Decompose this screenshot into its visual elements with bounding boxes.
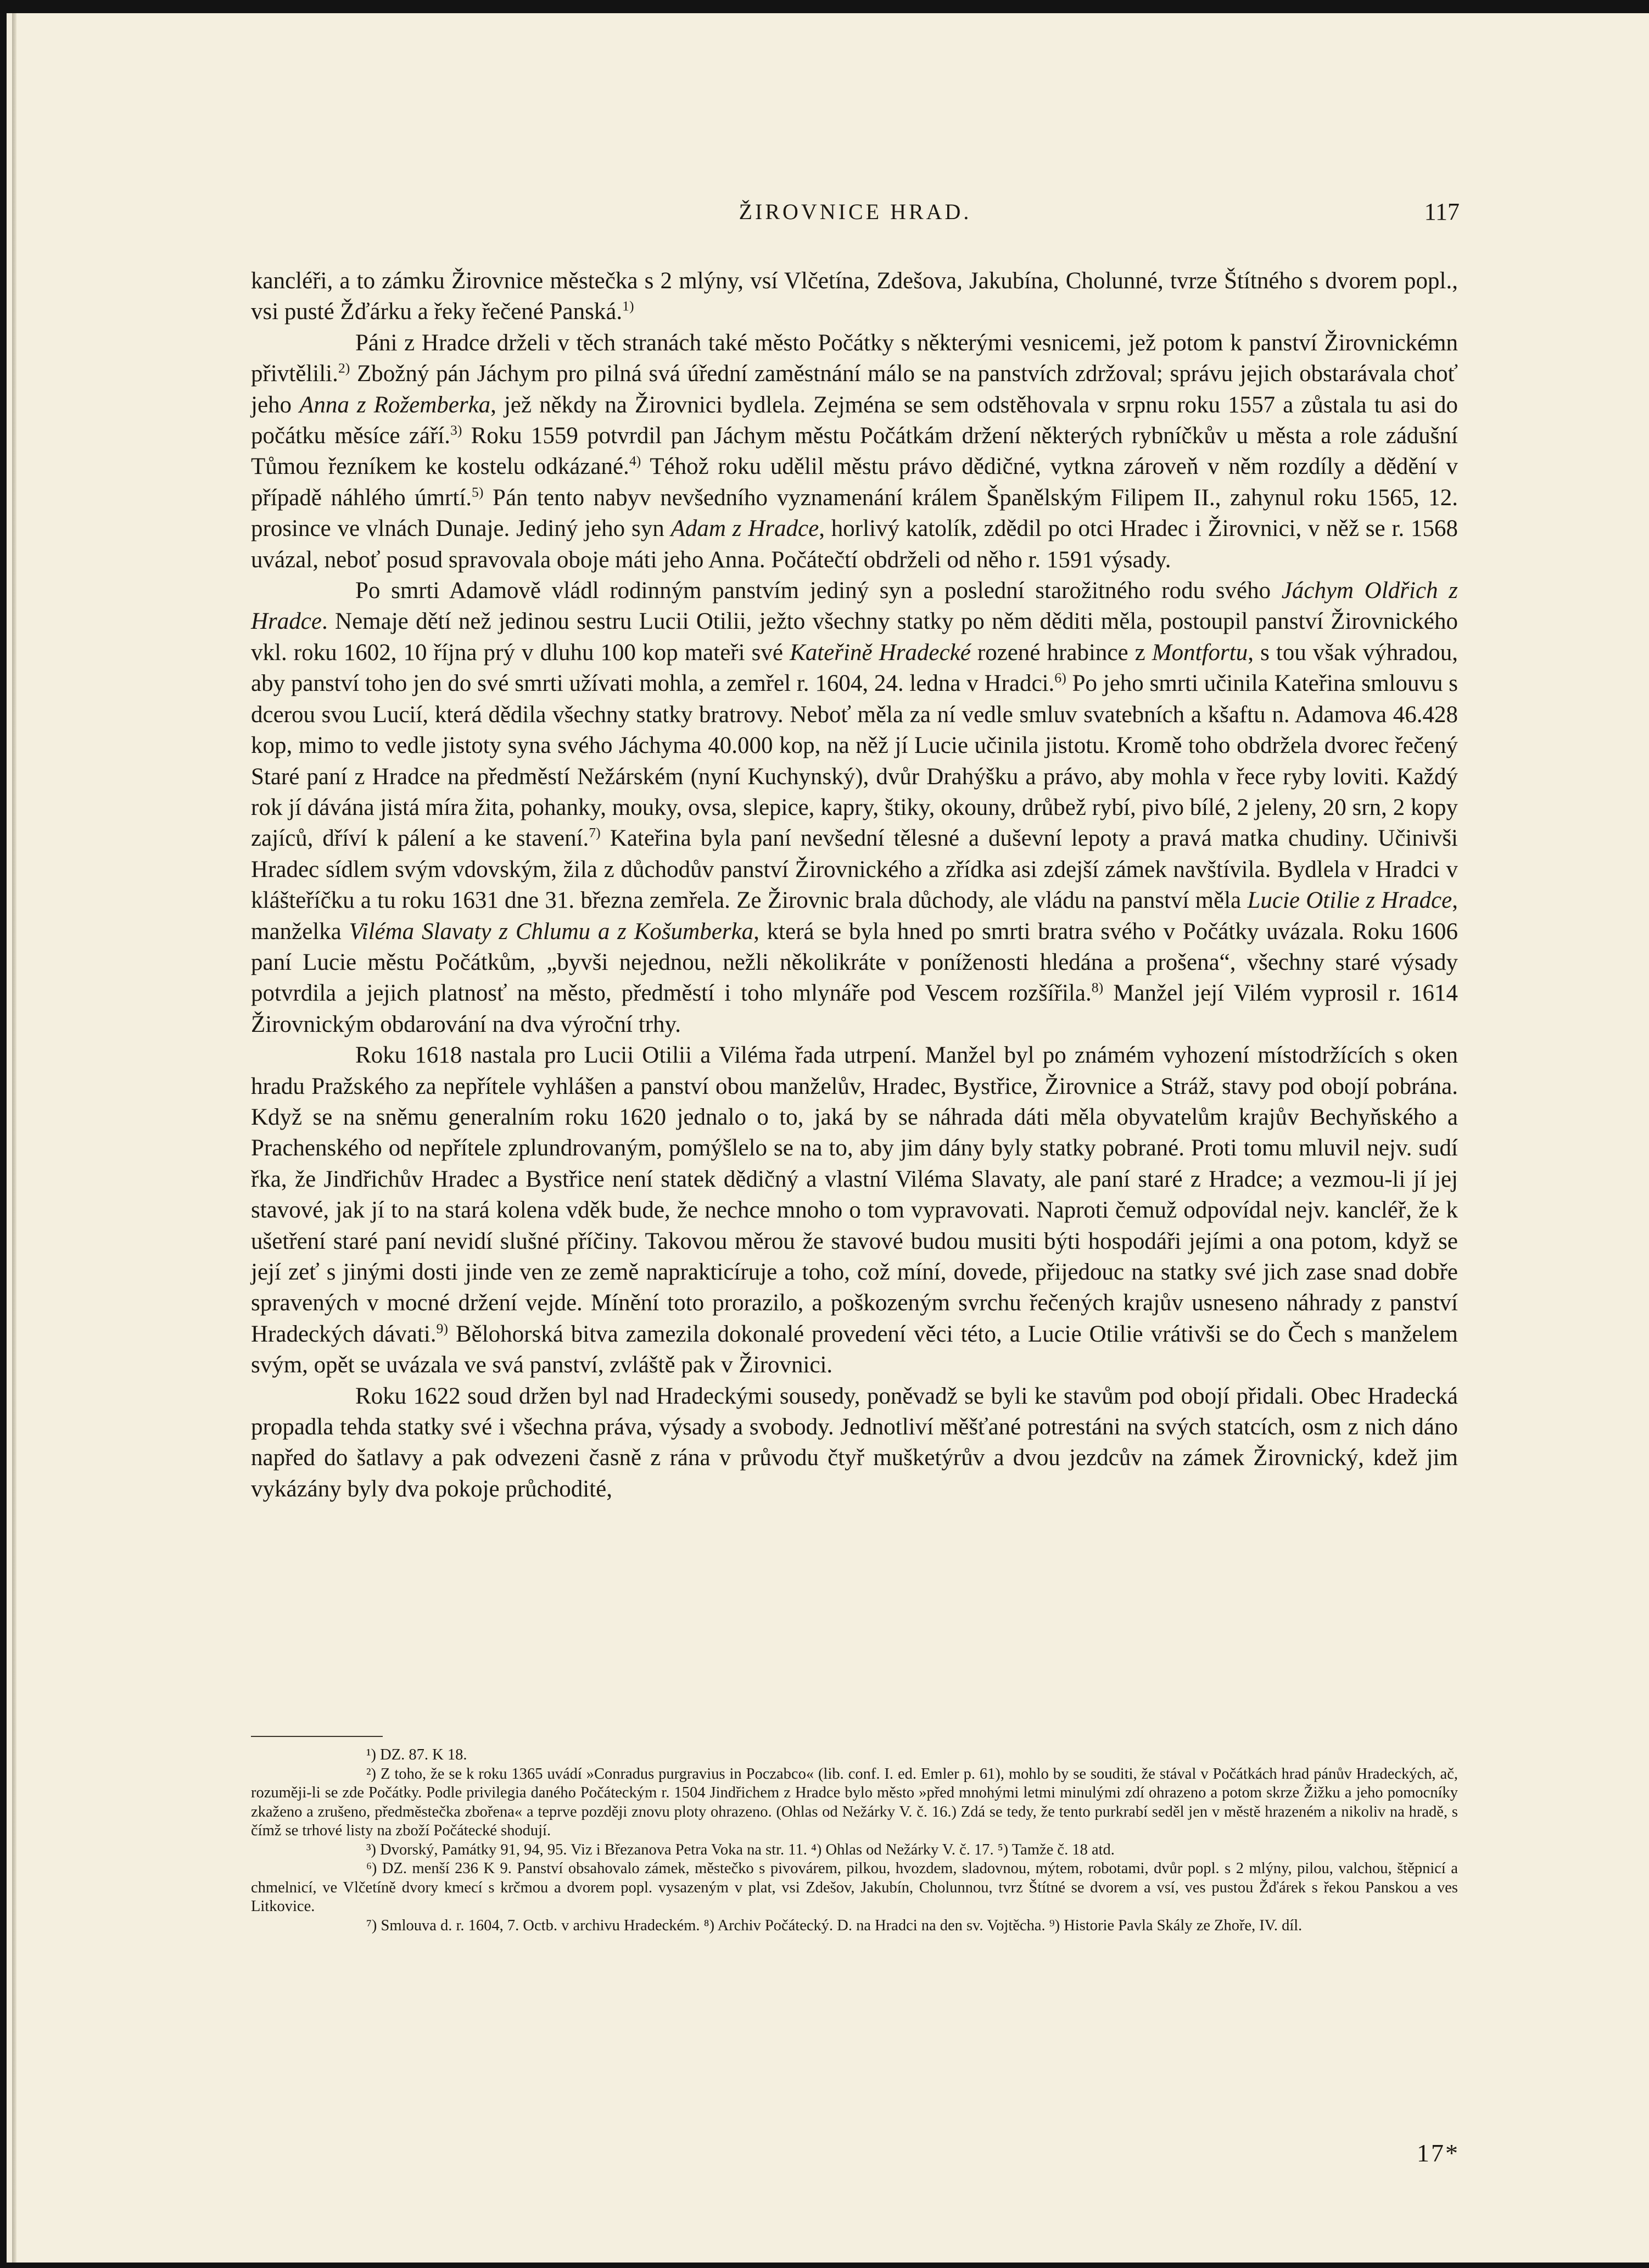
- footnote-marker: 6): [1054, 669, 1066, 686]
- italic-name: Kateřině Hradecké: [790, 639, 971, 666]
- text-run: Manžel její Vilém vyprosil r. 1614 Žirovnickým obdarování na dva výroční trhy.: [251, 980, 1458, 1037]
- text-run: Roku 1622 soud držen byl nad Hradeckými sousedy, poněvadž se byli ke stavům pod obojí přidali. Obec Hradecká propadla tehda statky své i všechna práva, výsady a svobody. Jednotliví měšťané potrestáni na svých statcích, osm z nich dáno napřed do šatlavy a pak odvezeni časně z rána v průvodu čtyř mušketýrův a dvou jezdcův na zámek Žirovnický, kdež jim vykázány byly dva pokoje průchodité,: [251, 1383, 1458, 1502]
- footnote-marker: 9): [436, 1320, 448, 1337]
- footnote-marker: 4): [629, 453, 641, 470]
- signature-mark: 17*: [1417, 2139, 1460, 2167]
- text-run: Pán tento nabyv nevšedního vyznamenání králem Španělským Filipem II., zahynul roku 1565, 12. prosince ve vlnách Dunaje. Jediný jeho syn: [251, 484, 1458, 542]
- running-head: [251, 195, 1460, 228]
- page-number: 117: [1424, 198, 1460, 225]
- text-run: Kateřina byla paní nevšední tělesné a duševní lepoty a pravá matka chudiny. Učinivši Hradec sídlem svým vdovským, žila z důchodův panství Žirovnického a zřídka asi zdejší zámek navštívila. Bydlela v Hradci v klášteříčku a tu roku 1631 dne 31. března zemřela. Ze Žirovnic brala důchody, ale vládu na panství měla: [251, 825, 1458, 914]
- footnote-marker: 3): [450, 422, 462, 438]
- paragraph-5: [251, 1381, 1458, 1505]
- text-run: Roku 1559 potvrdil pan Jáchym městu Počátkám držení některých rybníčkův u města a role zádušní Tůmou řezníkem ke kostelu odkázané.: [251, 423, 1458, 480]
- footnotes: [251, 1746, 1458, 1935]
- italic-name: Montfortu: [1151, 639, 1248, 666]
- text-run: Bělohorská bitva zamezila dokonalé provedení věci této, a Lucie Otilie vrátivši se do Čech s manželem svým, opět se uvázala ve svá panství, zvláště pak v Žirovnici.: [251, 1321, 1458, 1378]
- text-run: Páni z Hradce drželi v těch stranách také město Počátky s některými vesnicemi, jež potom k panství Žirovnickémn přivtělili.: [251, 329, 1458, 387]
- footnote-marker: 5): [472, 484, 484, 500]
- paragraph-3: [251, 576, 1458, 1040]
- text-run: , horlivý katolík, zdědil po otci Hradec i Žirovnici, v něž se r. 1568 uvázal, neboť posud spravovala oboje máti jeho Anna. Počátečtí obdrželi od něho r. 1591 výsady.: [251, 516, 1458, 573]
- footnote-rule: [251, 1736, 383, 1737]
- paragraph-1: [251, 266, 1458, 328]
- footnote-marker: 1): [622, 298, 634, 315]
- footnote-marker: 8): [1091, 980, 1104, 996]
- text-run: . Nemaje dětí než jedinou sestru Lucii Otilii, ježto všechny statky po něm děditi měla, postoupil panství Žirovnického vkl. roku 1602, 10 října prý v dluhu 100 kop mateři své: [251, 608, 1458, 666]
- body-text: [251, 266, 1458, 1505]
- italic-name: Viléma Slavaty z Chlumu a z Košumberka: [349, 918, 754, 945]
- footnote-5: ⁷) Smlouva d. r. 1604, 7. Octb. v archivu Hradeckém. ⁸) Archiv Počátecký. D. na Hradci na den sv. Vojtěcha. ⁹) Historie Pavla Skály ze Zhoře, IV. díl.: [366, 1917, 1303, 1934]
- paragraph-2: [251, 328, 1458, 576]
- italic-name: Adam z Hradce: [670, 516, 819, 542]
- text-run: rozené hrabince z: [970, 639, 1152, 666]
- text-run: Roku 1618 nastala pro Lucii Otilii a Viléma řada utrpení. Manžel byl po známém vyhození místodržících s oken hradu Pražského za nepřítele vyhlášen a panství obou manželův, Hradec, Bystřice, Žirovnice a Stráž, stavy pod obojí pobrána. Když se na sněmu generalním roku 1620 jednalo o to, jaká by se náhrada dáti měla obyvatelům krajův Bechyňského a Prachenského od nepřítele zplundrovaným, pomýšlelo se na to, aby jim dány byly statky pobrané. Proti tomu mluvil nejv. sudí řka, že Jindřichův Hradec a Bystřice není statek dědičný a vlastní Viléma Slavaty, ale paní staré z Hradce; a vezmou-li jí jej stavové, jak jí to na stará kolena vděk bude, že nechce mnoho o tom vypravovati. Naproti čemuž odpovídal nejv. kancléř, že k ušetření staré paní nevidí slušné příčiny. Takovou měrou že stavové budou musiti býti hospodáři jejími a ona potom, když se její zeť s jinými dosti jinde ven ze země naprakticíruje a toho, což míní, dovede, přijedouc na statky své jich zase snad dobře spravených v mocné držení vejde. Mínění toto prorazilo, a poškozeným svrchu řečených krajův usneseno náhrady z panství Hradeckých dávati.: [251, 1042, 1458, 1347]
- text-run: kancléři, a to zámku Žirovnice městečka s 2 mlýny, vsí Vlčetína, Zdešova, Jakubína, Cholunné, tvrze Štítného s dvorem popl., vsi pusté Žďárku a řeky řečené Panská.: [251, 268, 1458, 325]
- text-run: , s tou však výhradou, aby panství toho jen do své smrti užívati mohla, a zemřel r. 1604, 24. ledna v Hradci.: [251, 639, 1458, 697]
- text-run: Téhož roku udělil městu právo dědičné, vytkna zároveň v něm rozdíly a dědění v případě náhlého úmrtí.: [251, 454, 1458, 511]
- page-binding-edge: [12, 13, 16, 2263]
- italic-name: Lucie Otilie z Hradce: [1247, 887, 1452, 914]
- footnote-2: ²) Z toho, že se k roku 1365 uvádí »Conradus purgravius in Poczabco« (lib. conf. I. ed. Emler p. 61), mohlo by se souditi, že stával v Počátkách hrad pánův Hradeckých, ač, rozuměji-li se zde Počátky. Podle privilegia daného Počáteckým r. 1504 Jindřichem z Hradce bylo město »před mnohými letmi minulými zdí ohrazeno a potom skrze Žižku a jeho pomocníky zkaženo a zrušeno, předměstečka zbořena« a teprve později znovu ploty ohrazeno. (Ohlas od Nežárky V. č. 16.) Zdá se tedy, že tento purkrabí seděl jen v městě hrazeném a nikoliv na hradě, s čímž se trhové listy na zboží Počátecké shodují.: [251, 1765, 1458, 1839]
- footnote-3: ³) Dvorský, Památky 91, 94, 95. Viz i Březanova Petra Voka na str. 11. ⁴) Ohlas od Nežárky V. č. 17. ⁵) Tamže č. 18 atd.: [366, 1841, 1115, 1858]
- footnote-marker: 2): [338, 360, 350, 376]
- footnote-4: ⁶) DZ. menší 236 K 9. Panství obsahovalo zámek, městečko s pivovárem, pilkou, hvozdem, sladovnou, mýtem, robotami, dvůr popl. s 2 mlýny, pilou, valchou, štěpnicí a chmelnicí, ve Vlčetíně dvory kmecí s krčmou a dvorem popl. vysazeným v plat, vsi Zdešov, Jakubín, Cholunnou, tvrz Štítné se dvorem a vsí, ves pustou Žďárek s řekou Panskou a ves Litkovice.: [251, 1860, 1458, 1915]
- book-page: [7, 13, 1649, 2263]
- text-run: Zbožný pán Jáchym pro pilná svá úřední zaměstnání málo se na panstvích zdržoval; správu jejich obstarávala choť jeho: [251, 361, 1458, 418]
- text-run: , jež někdy na Žirovnici bydlela. Zejména se sem odstěhovala v srpnu roku 1557 a zůstala tu asi do počátku měsíce září.: [251, 392, 1458, 449]
- paragraph-4: [251, 1040, 1458, 1381]
- footnote-marker: 7): [589, 824, 601, 841]
- text-run: , která se byla hned po smrti bratra svého v Počátky uvázala. Roku 1606 paní Lucie městu Počátkům, „byvši nejednou, nežli několikráte v poníženosti hledána a prošena“, všechny staré výsady potvrdila a jejich platnosť na město, předměstí i toho mlynáře pod Vescem rozšířila.: [251, 918, 1458, 1007]
- italic-name: Anna z Rožemberka: [299, 392, 491, 418]
- text-run: Po jeho smrti učinila Kateřina smlouvu s dcerou svou Lucií, která dědila všechny statky bratrovy. Neboť měla za ní vedle smluv svatebních a kšaftu n. Adamova 46.428 kop, mimo to vedle jistoty syna svého Jáchyma 40.000 kop, na něž jí Lucie učinila jistotu. Kromě toho obdržela dvorec řečený Staré paní z Hradce na předměstí Nežárském (nyní Kuchynský), dvůr Drahýšku a právo, aby mohla v řece ryby loviti. Každý rok jí dávána jistá míra žita, pohanky, mouky, ovsa, slepice, kapry, štiky, okouny, drůbež rybí, pivo bílé, 2 jeleny, 20 srn, 2 kopy zajíců, dříví k pálení a ke stavení.: [251, 671, 1458, 852]
- footnote-1: ¹) DZ. 87. K 18.: [366, 1746, 467, 1763]
- text-run: , manželka: [251, 887, 1458, 945]
- italic-name: Jáchym Oldřich z Hradce: [251, 578, 1458, 635]
- text-run: Po smrti Adamově vládl rodinným panstvím jediný syn a poslední starožitného rodu svého: [355, 578, 1282, 604]
- running-title: ŽIROVNICE HRAD.: [739, 199, 972, 224]
